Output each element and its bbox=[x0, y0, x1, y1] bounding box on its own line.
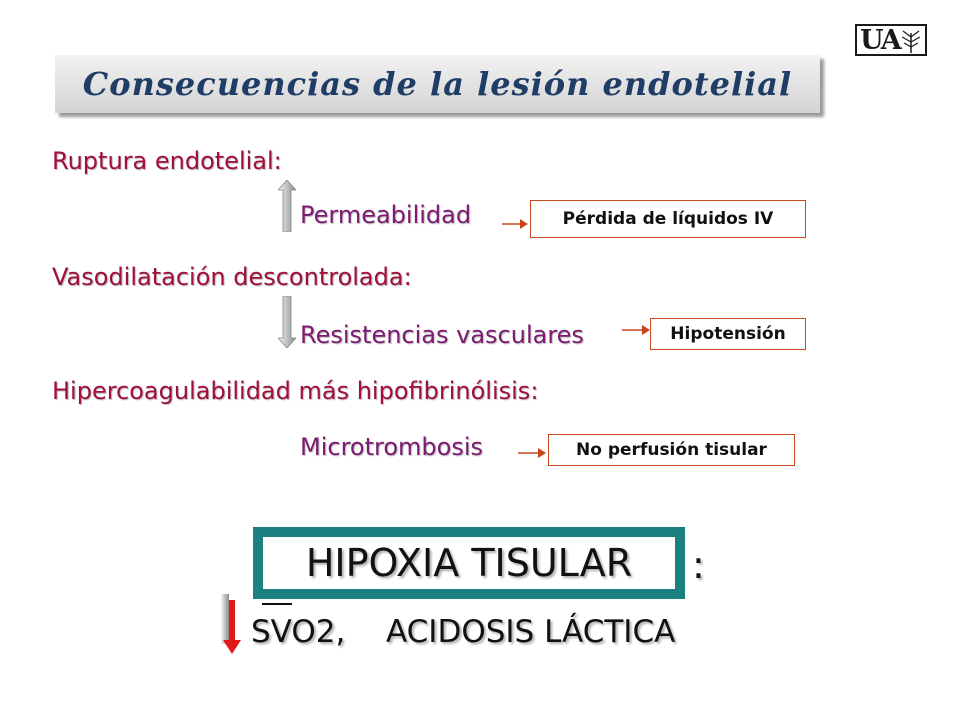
hipoxia-label: HIPOXIA TISULAR bbox=[305, 541, 633, 585]
result-box-perdida bbox=[530, 200, 806, 238]
acidosis-text: ACIDOSIS LÁCTICA bbox=[386, 614, 676, 650]
result-perdida: Pérdida de líquidos IV bbox=[562, 209, 774, 229]
hipoxia-colon: : bbox=[692, 543, 705, 587]
up-arrow-icon bbox=[278, 180, 296, 232]
right-arrow-icon bbox=[518, 446, 546, 458]
overline-bar bbox=[262, 603, 292, 605]
tree-icon bbox=[900, 29, 922, 53]
hipoxia-box bbox=[253, 527, 685, 599]
item-microtrombosis: Microtrombosis bbox=[300, 433, 483, 461]
right-arrow-icon bbox=[502, 217, 528, 229]
result-box-hipotension bbox=[650, 318, 806, 350]
down-arrow-icon bbox=[278, 296, 296, 348]
item-permeabilidad: Permeabilidad bbox=[300, 201, 472, 229]
logo-text: UA bbox=[860, 24, 900, 56]
right-arrow-icon bbox=[622, 323, 650, 335]
title-banner bbox=[55, 55, 820, 113]
ua-logo bbox=[855, 24, 927, 56]
result-perfusion: No perfusión tisular bbox=[576, 440, 767, 460]
slide-title: Consecuencias de la lesión endotelial bbox=[82, 65, 793, 103]
svo2-text: SVO2, bbox=[251, 614, 346, 650]
down-arrow-icon bbox=[219, 594, 241, 654]
heading-ruptura: Ruptura endotelial: bbox=[52, 147, 282, 175]
item-resistencias: Resistencias vasculares bbox=[300, 321, 584, 349]
heading-hipercoagulabilidad: Hipercoagulabilidad más hipofibrinólisis: bbox=[52, 377, 539, 405]
result-hipotension: Hipotensión bbox=[670, 324, 786, 344]
result-box-perfusion bbox=[548, 434, 795, 466]
heading-vasodilatacion: Vasodilatación descontrolada: bbox=[52, 263, 412, 291]
